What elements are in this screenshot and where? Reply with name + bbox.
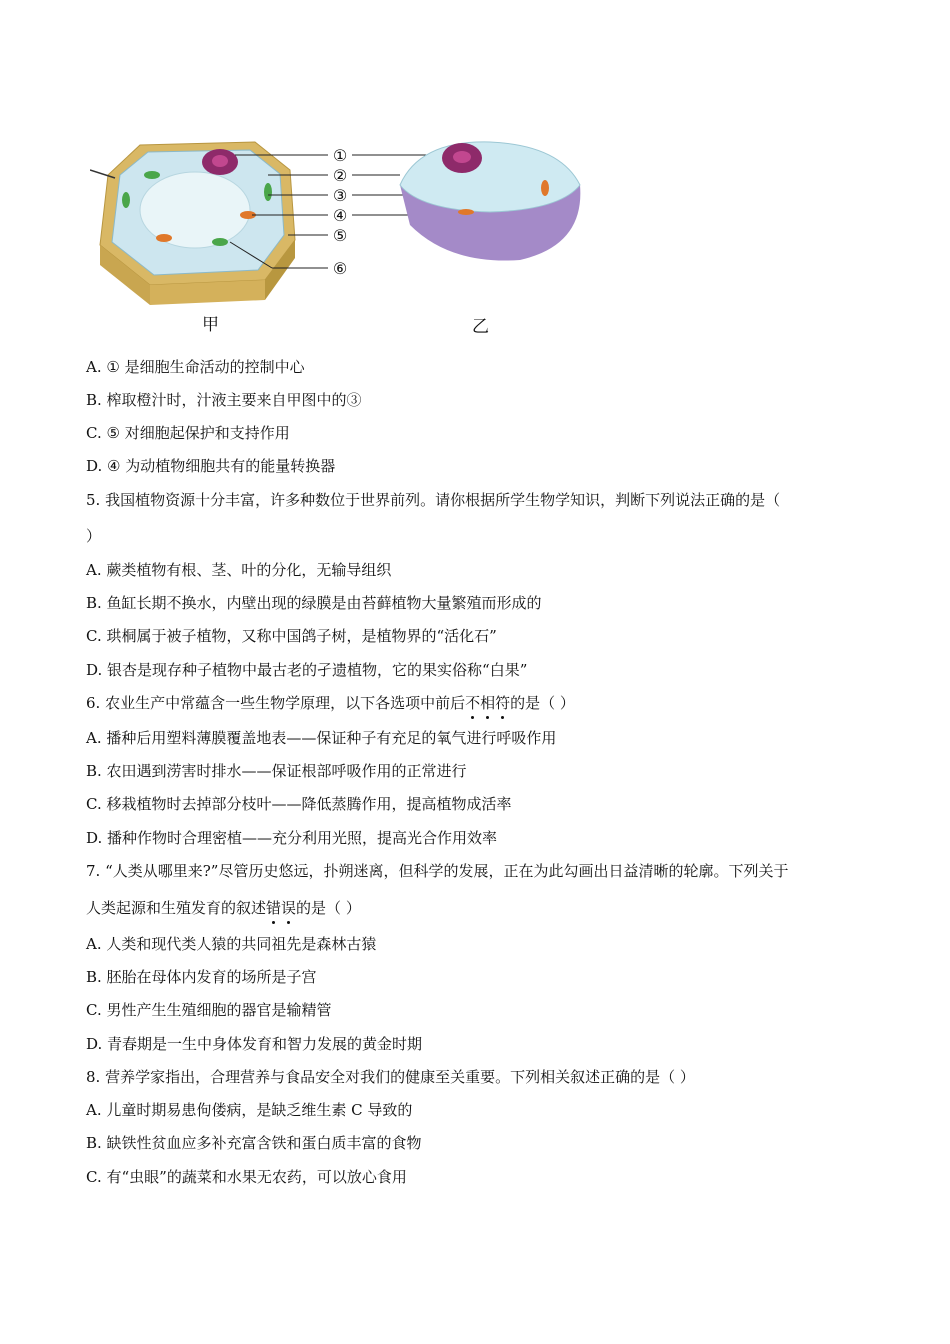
cell-diagram-svg xyxy=(90,130,610,340)
option-5d: D. 银杏是现存种子植物中最古老的孑遗植物，它的果实俗称“白果” xyxy=(86,661,528,679)
question-6-pre: 6. 农业生产中常蕴含一些生物学原理，以下各选项中前后 xyxy=(86,694,466,712)
option-6d: D. 播种作物时合理密植——充分利用光照，提高光合作用效率 xyxy=(86,829,498,847)
option-8a: A. 儿童时期易患佝偻病，是缺乏维生素 C 导致的 xyxy=(86,1101,413,1119)
option-5b: B. 鱼缸长期不换水，内壁出现的绿膜是由苔藓植物大量繁殖而形成的 xyxy=(86,594,542,612)
option-5a: A. 蕨类植物有根、茎、叶的分化，无输导组织 xyxy=(86,561,392,579)
number-labels xyxy=(333,146,347,278)
option-4c: C. ⑤ 对细胞起保护和支持作用 xyxy=(86,424,290,442)
label-1: ① xyxy=(332,146,348,165)
animal-cell xyxy=(400,142,580,261)
cell-diagram xyxy=(90,130,610,340)
question-5: 5. 我国植物资源十分丰富，许多种数位于世界前列。请你根据所学生物学知识，判断下列说法正确的是（ xyxy=(86,491,781,509)
option-6a: A. 播种后用塑料薄膜覆盖地表——保证种子有充足的氧气进行呼吸作用 xyxy=(86,729,557,747)
option-6b: B. 农田遇到涝害时排水——保证根部呼吸作用的正常进行 xyxy=(86,762,467,780)
caption-left: 甲 xyxy=(202,315,219,335)
label-2: ② xyxy=(332,166,348,185)
emph-char: 错 xyxy=(266,899,282,917)
emph-char: 误 xyxy=(281,899,297,917)
question-8: 8. 营养学家指出，合理营养与食品安全对我们的健康至关重要。下列相关叙述正确的是（ ） xyxy=(86,1068,695,1086)
emph-char: 不 xyxy=(465,694,481,712)
label-5: ⑤ xyxy=(332,226,348,245)
option-7a: A. 人类和现代类人猿的共同祖先是森林古猿 xyxy=(86,935,377,953)
emph-char: 相 xyxy=(480,694,496,712)
label-6: ⑥ xyxy=(332,259,348,278)
question-7-cont xyxy=(86,898,361,918)
question-6-post: 的是（ ） xyxy=(510,694,575,712)
option-7d: D. 青春期是一生中身体发育和智力发展的黄金时期 xyxy=(86,1035,423,1053)
option-4d: D. ④ 为动植物细胞共有的能量转换器 xyxy=(86,457,336,475)
option-7b: B. 胚胎在母体内发育的场所是子宫 xyxy=(86,968,317,986)
option-8c: C. 有“虫眼”的蔬菜和水果无农药，可以放心食用 xyxy=(86,1168,407,1186)
question-6 xyxy=(86,693,575,713)
label-3: ③ xyxy=(332,186,348,205)
question-7-pre: 人类起源和生殖发育的叙述 xyxy=(86,899,267,917)
caption-right: 乙 xyxy=(472,317,489,337)
question-7: 7. “人类从哪里来?”尽管历史悠远，扑朔迷离，但科学的发展，正在为此勾画出日益清晰的轮廓。下列关于 xyxy=(86,862,789,880)
option-7c: C. 男性产生生殖细胞的器官是输精管 xyxy=(86,1001,332,1019)
option-8b: B. 缺铁性贫血应多补充富含铁和蛋白质丰富的食物 xyxy=(86,1134,422,1152)
emph-char: 符 xyxy=(495,694,511,712)
option-6c: C. 移栽植物时去掉部分枝叶——降低蒸腾作用，提高植物成活率 xyxy=(86,795,512,813)
question-5-end: ） xyxy=(86,527,102,545)
label-4: ④ xyxy=(332,206,348,225)
option-4b: B. 榨取橙汁时，汁液主要来自甲图中的③ xyxy=(86,391,362,409)
question-7-post: 的是（ ） xyxy=(296,899,361,917)
plant-cell xyxy=(90,142,295,305)
option-5c: C. 珙桐属于被子植物，又称中国鸽子树，是植物界的“活化石” xyxy=(86,627,497,645)
option-4a: A. ① 是细胞生命活动的控制中心 xyxy=(86,358,305,376)
